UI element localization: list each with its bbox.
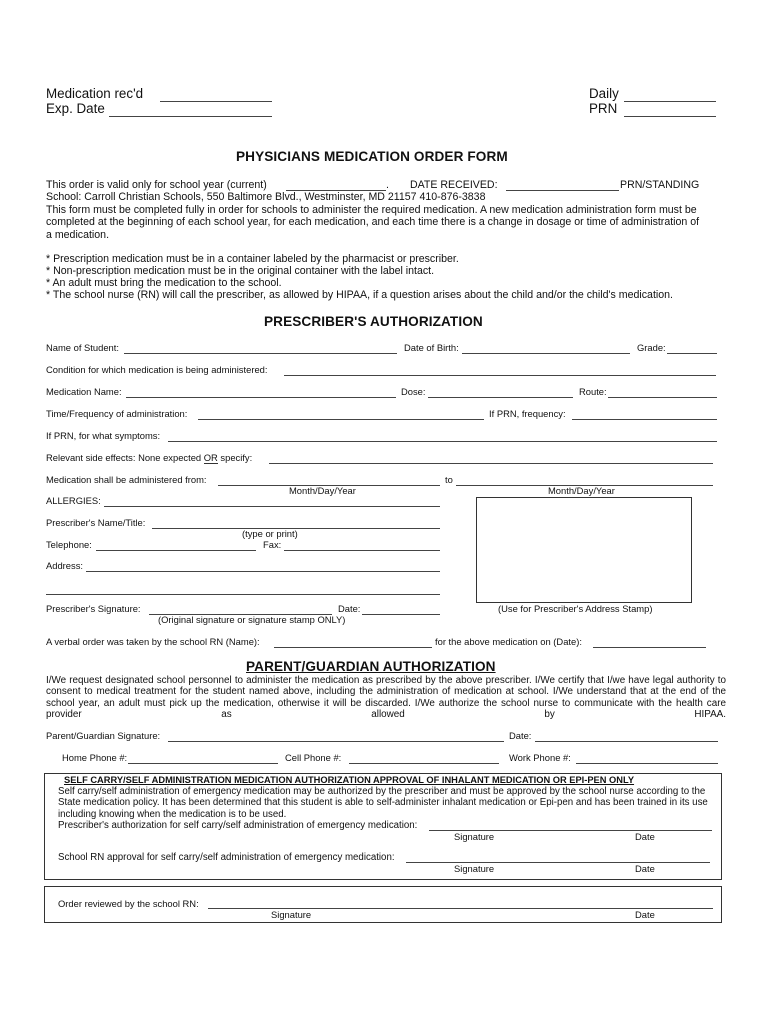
side-effects-text: Relevant side effects: None expected [46,452,204,463]
prn-frequency-field[interactable] [572,419,717,420]
home-phone-label: Home Phone #: [62,752,128,763]
to-date-hint: Month/Day/Year [548,485,615,496]
student-name-label: Name of Student: [46,342,119,353]
parent-heading: PARENT/GUARDIAN AUTHORIZATION [246,659,496,674]
bullet-item: * The school nurse (RN) will call the prescriber, as allowed by HIPAA, if a question arises about the child and/or the child's medication. [46,289,673,301]
admin-to-label: to [445,474,453,485]
grade-label: Grade: [637,342,666,353]
verbal-order-date-field[interactable] [593,647,706,648]
condition-label: Condition for which medication is being administered: [46,364,268,375]
prn-symptoms-label: If PRN, for what symptoms: [46,430,161,441]
prescriber-sig-date-label: Date: [338,603,361,614]
side-effects-or: OR [203,452,218,463]
medication-name-field[interactable] [126,397,396,398]
route-field[interactable] [608,397,717,398]
from-date-hint: Month/Day/Year [289,485,356,496]
valid-for-label: This order is valid only for school year (current) [46,179,267,191]
original-signature-hint: (Original signature or signature stamp ONLY) [158,614,346,625]
verbal-order-label: A verbal order was taken by the school RN (Name): [46,636,260,647]
signature-hint-1: Signature [454,831,495,842]
rn-approval-label: School RN approval for self carry/self administration of emergency medication: [58,852,395,863]
time-frequency-label: Time/Frequency of administration: [46,408,188,419]
address-field-1[interactable] [86,571,440,572]
date-hint-1: Date [635,831,655,842]
cell-phone-field[interactable] [349,763,499,764]
admin-from-label: Medication shall be administered from: [46,474,207,485]
prn-standing-label: PRN/STANDING [620,179,700,191]
parent-signature-label: Parent/Guardian Signature: [46,730,161,741]
allergies-label: ALLERGIES: [46,495,101,506]
date-hint-2: Date [635,863,655,874]
prescriber-signature-label: Prescriber's Signature: [46,603,141,614]
home-phone-field[interactable] [128,763,278,764]
bullet-item: * Non-prescription medication must be in the original container with the label intact. [46,265,435,277]
address-stamp-box[interactable] [476,497,692,603]
allergies-field[interactable] [104,506,440,507]
work-phone-field[interactable] [576,763,718,764]
time-frequency-field[interactable] [198,419,484,420]
exp-date-label: Exp. Date [46,101,105,116]
self-carry-heading: SELF CARRY/SELF ADMINISTRATION MEDICATION AUTHORIZATION APPROVAL OF INHALANT MEDICATION OR EPI-PEN ONLY [64,775,635,785]
side-effects-field[interactable] [269,463,713,464]
verbal-order-date-label: for the above medication on (Date): [435,636,582,647]
side-effects-label [46,452,252,464]
work-phone-label: Work Phone #: [509,752,571,763]
exp-date-field[interactable] [109,116,272,117]
fax-label: Fax: [263,539,282,550]
parent-paragraph: I/We request designated school personnel to administer the medication as prescribed by the above prescriber. I/We certify that I/we have legal authority to consent to medical treatment for the student named above, including the administration of medication at school. I/We understand that at the end of the school year, an adult must pick up the medication, otherwise it will be discarded. I/We authorize the school nurse to communicate with the health care provider as allowed by HIPAA. [46,675,726,721]
verbal-order-name-field[interactable] [274,647,432,648]
stamp-caption: (Use for Prescriber's Address Stamp) [498,603,653,614]
daily-label: Daily [589,86,619,101]
self-carry-paragraph: Self carry/self administration of emergency medication may be authorized by the prescriber and must be approved by the school nurse according to the State medication policy. It has been determined that this student is able to self-administer inhalant medication or Epi-pen and has been trained in its use including knowing when the medication is to be used. [58,786,708,820]
med-recd-label: Medication rec'd [46,86,144,101]
school-line: School: Carroll Christian Schools, 550 Baltimore Blvd., Westminster, MD 21157 410-876-3838 [46,191,486,203]
bullet-item: * Prescription medication must be in a container labeled by the pharmacist or prescriber. [46,253,459,265]
student-name-field[interactable] [124,353,397,354]
review-date-hint: Date [635,909,655,920]
telephone-field[interactable] [96,550,256,551]
rn-approval-field[interactable] [406,862,710,863]
dob-field[interactable] [462,353,630,354]
parent-signature-field[interactable] [168,741,504,742]
period: . [386,179,389,191]
condition-field[interactable] [284,375,716,376]
fax-field[interactable] [284,550,440,551]
review-signature-hint: Signature [271,909,312,920]
parent-date-label: Date: [509,730,532,741]
address-label: Address: [46,560,83,571]
date-received-label: DATE RECEIVED: [410,179,498,191]
prescriber-heading: PRESCRIBER'S AUTHORIZATION [264,314,483,329]
prescriber-name-label: Prescriber's Name/Title: [46,517,146,528]
prescriber-sig-date-field[interactable] [362,614,440,615]
telephone-label: Telephone: [46,539,92,550]
daily-field[interactable] [624,101,716,102]
prn-label: PRN [589,101,618,116]
date-received-field[interactable] [506,190,619,191]
prn-frequency-label: If PRN, frequency: [489,408,566,419]
prn-symptoms-field[interactable] [168,441,717,442]
med-recd-field[interactable] [160,101,272,102]
address-field-2[interactable] [46,594,440,595]
type-or-print-hint: (type or print) [242,528,298,539]
dob-label: Date of Birth: [404,342,459,353]
signature-hint-2: Signature [454,863,495,874]
prn-field[interactable] [624,116,716,117]
intro-paragraph: This form must be completed fully in order for schools to administer the required medication. A new medication administration form must be completed at the beginning of each school year, for each medication, and each time there is a change in dosage or time of administration of a medication. [46,204,700,241]
form-title: PHYSICIANS MEDICATION ORDER FORM [236,149,508,164]
dose-label: Dose: [401,386,426,397]
prescriber-self-carry-label: Prescriber's authorization for self carry/self administration of emergency medication: [58,820,418,831]
reviewed-by-label: Order reviewed by the school RN: [58,898,199,909]
cell-phone-label: Cell Phone #: [285,752,342,763]
side-effects-specify: specify: [217,452,253,463]
medication-name-label: Medication Name: [46,386,122,397]
route-label: Route: [579,386,607,397]
parent-date-field[interactable] [535,741,718,742]
bullet-item: * An adult must bring the medication to the school. [46,277,282,289]
grade-field[interactable] [667,353,717,354]
dose-field[interactable] [428,397,573,398]
